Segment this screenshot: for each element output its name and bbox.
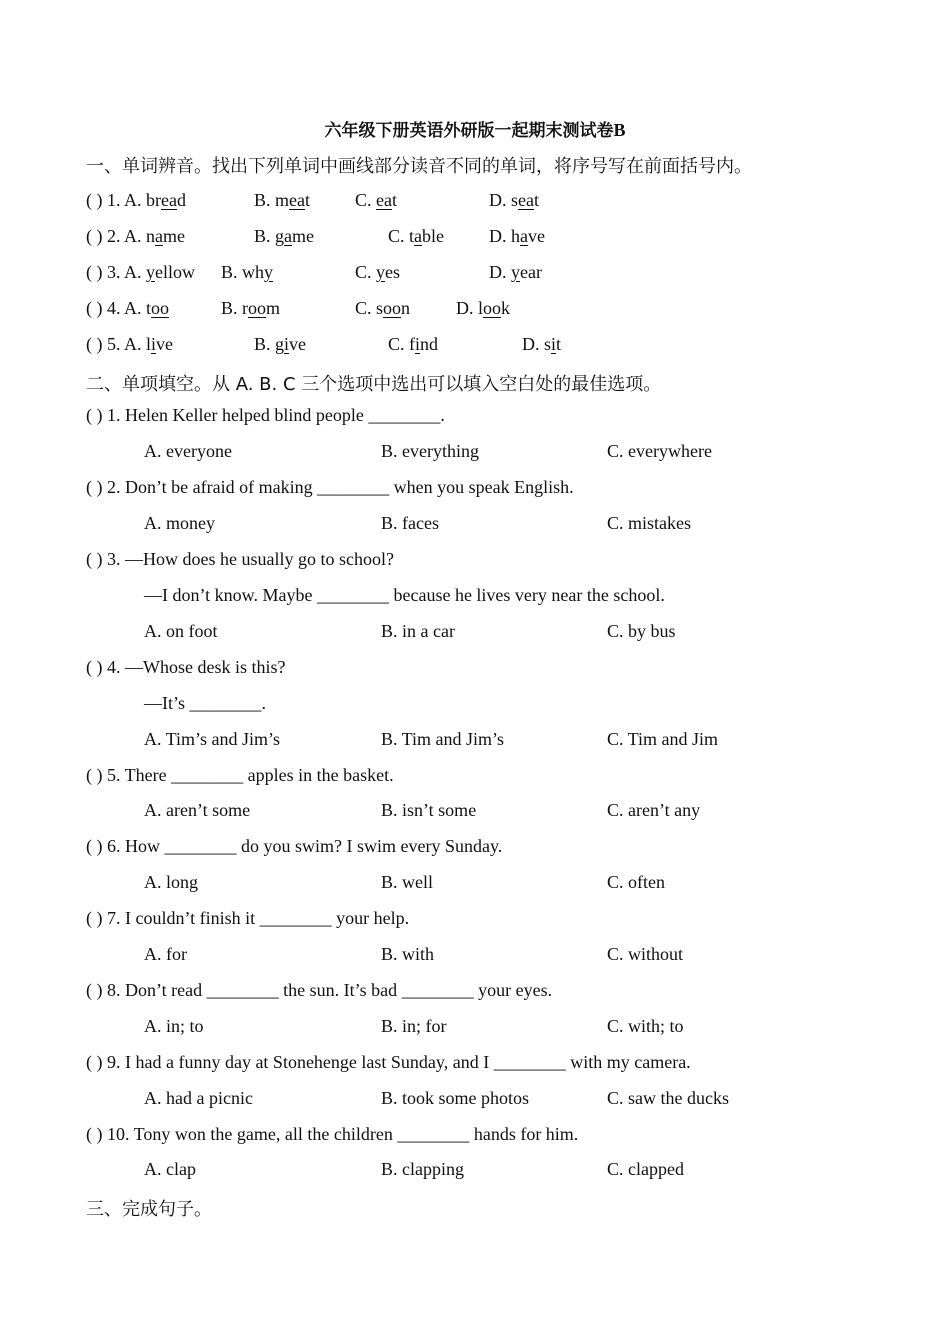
q3-option-a: A. on foot — [144, 621, 218, 641]
q9-stem: ( ) 9. I had a funny day at Stonehenge last Sunday, and I ________ with my camera. — [86, 1052, 691, 1072]
q6-option-b: B. well — [381, 872, 433, 892]
q8-option-a: A. in; to — [144, 1016, 204, 1036]
q10-stem: ( ) 10. Tony won the game, all the children ________ hands for him. — [86, 1124, 579, 1144]
q1-option-b: B. everything — [381, 441, 479, 461]
p1-item-5-opt-b: B. give — [254, 334, 307, 354]
q6-stem: ( ) 6. How ________ do you swim? I swim every Sunday. — [86, 836, 503, 856]
q8-option-c: C. with; to — [607, 1016, 684, 1036]
p1-item-5: ( ) 5. A. live — [86, 334, 174, 354]
p1-item-5-opt-d: D. sit — [522, 334, 562, 354]
q3-option-b: B. in a car — [381, 621, 455, 641]
q4-stem: ( ) 4. —Whose desk is this? — [86, 657, 286, 677]
p1-item-2: ( ) 2. A. name — [86, 226, 185, 246]
q5-option-c: C. aren’t any — [607, 800, 701, 820]
q5-option-a: A. aren’t some — [144, 800, 251, 820]
q3-option-c: C. by bus — [607, 621, 676, 641]
p1-item-4-opt-d: D. look — [456, 298, 511, 318]
q7-option-c: C. without — [607, 944, 684, 964]
q10-option-b: B. clapping — [381, 1159, 464, 1179]
q10-option-c: C. clapped — [607, 1159, 684, 1179]
p1-item-1: ( ) 1. A. bread — [86, 190, 186, 210]
p1-item-1-opt-d: D. seat — [489, 190, 540, 210]
q9-option-b: B. took some photos — [381, 1088, 530, 1108]
q3-line2: —I don’t know. Maybe ________ because he lives very near the school. — [144, 585, 665, 605]
q1-stem: ( ) 1. Helen Keller helped blind people ________. — [86, 405, 445, 425]
q5-stem: ( ) 5. There ________ apples in the basket. — [86, 765, 394, 785]
q6-option-c: C. often — [607, 872, 665, 892]
part2-heading: 二、单项填空。从 A. B. C 三个选项中选出可以填入空白处的最佳选项。 — [86, 374, 662, 395]
q2-option-b: B. faces — [381, 513, 439, 533]
q7-option-b: B. with — [381, 944, 435, 964]
p1-item-5-opt-c: C. find — [388, 334, 439, 354]
p1-item-3-opt-c: C. yes — [355, 262, 401, 282]
q3-stem: ( ) 3. —How does he usually go to school? — [86, 549, 394, 569]
q9-option-a: A. had a picnic — [144, 1088, 253, 1108]
p1-item-4-opt-b: B. room — [221, 298, 281, 318]
p1-item-3: ( ) 3. A. yellow — [86, 262, 195, 282]
p1-item-3-opt-b: B. why — [221, 262, 274, 282]
title-letter: B — [613, 120, 626, 140]
part1-heading: 一、单词辨音。找出下列单词中画线部分读音不同的单词，将序号写在前面括号内。 — [86, 156, 752, 177]
q4-option-a: A. Tim’s and Jim’s — [144, 729, 281, 749]
p1-item-1-opt-c: C. eat — [355, 190, 398, 210]
q9-option-c: C. saw the ducks — [607, 1088, 729, 1108]
p1-item-3-opt-d: D. year — [489, 262, 542, 282]
part3-heading: 三、完成句子。 — [86, 1199, 212, 1220]
q4-option-c: C. Tim and Jim — [607, 729, 719, 749]
q1-option-c: C. everywhere — [607, 441, 712, 461]
q5-option-b: B. isn’t some — [381, 800, 477, 820]
p1-item-1-opt-b: B. meat — [254, 190, 311, 210]
q4-option-b: B. Tim and Jim’s — [381, 729, 505, 749]
q7-stem: ( ) 7. I couldn’t finish it ________ your help. — [86, 908, 410, 928]
p1-item-4-opt-c: C. soon — [355, 298, 411, 318]
p1-item-2-opt-d: D. have — [489, 226, 545, 246]
title-text: 六年级下册英语外研版一起期末测试卷 — [324, 121, 614, 141]
q2-option-c: C. mistakes — [607, 513, 691, 533]
exam-title — [0, 116, 950, 141]
p1-item-2-opt-b: B. game — [254, 226, 315, 246]
q2-option-a: A. money — [144, 513, 215, 533]
q2-stem: ( ) 2. Don’t be afraid of making ________ when you speak English. — [86, 477, 574, 497]
p1-item-2-opt-c: C. table — [388, 226, 445, 246]
q7-option-a: A. for — [144, 944, 187, 964]
q4-line2: —It’s ________. — [144, 693, 267, 713]
q8-stem: ( ) 8. Don’t read ________ the sun. It’s bad ________ your eyes. — [86, 980, 553, 1000]
q10-option-a: A. clap — [144, 1159, 196, 1179]
q8-option-b: B. in; for — [381, 1016, 447, 1036]
q1-option-a: A. everyone — [144, 441, 232, 461]
q6-option-a: A. long — [144, 872, 198, 892]
p1-item-4: ( ) 4. A. too — [86, 298, 170, 318]
